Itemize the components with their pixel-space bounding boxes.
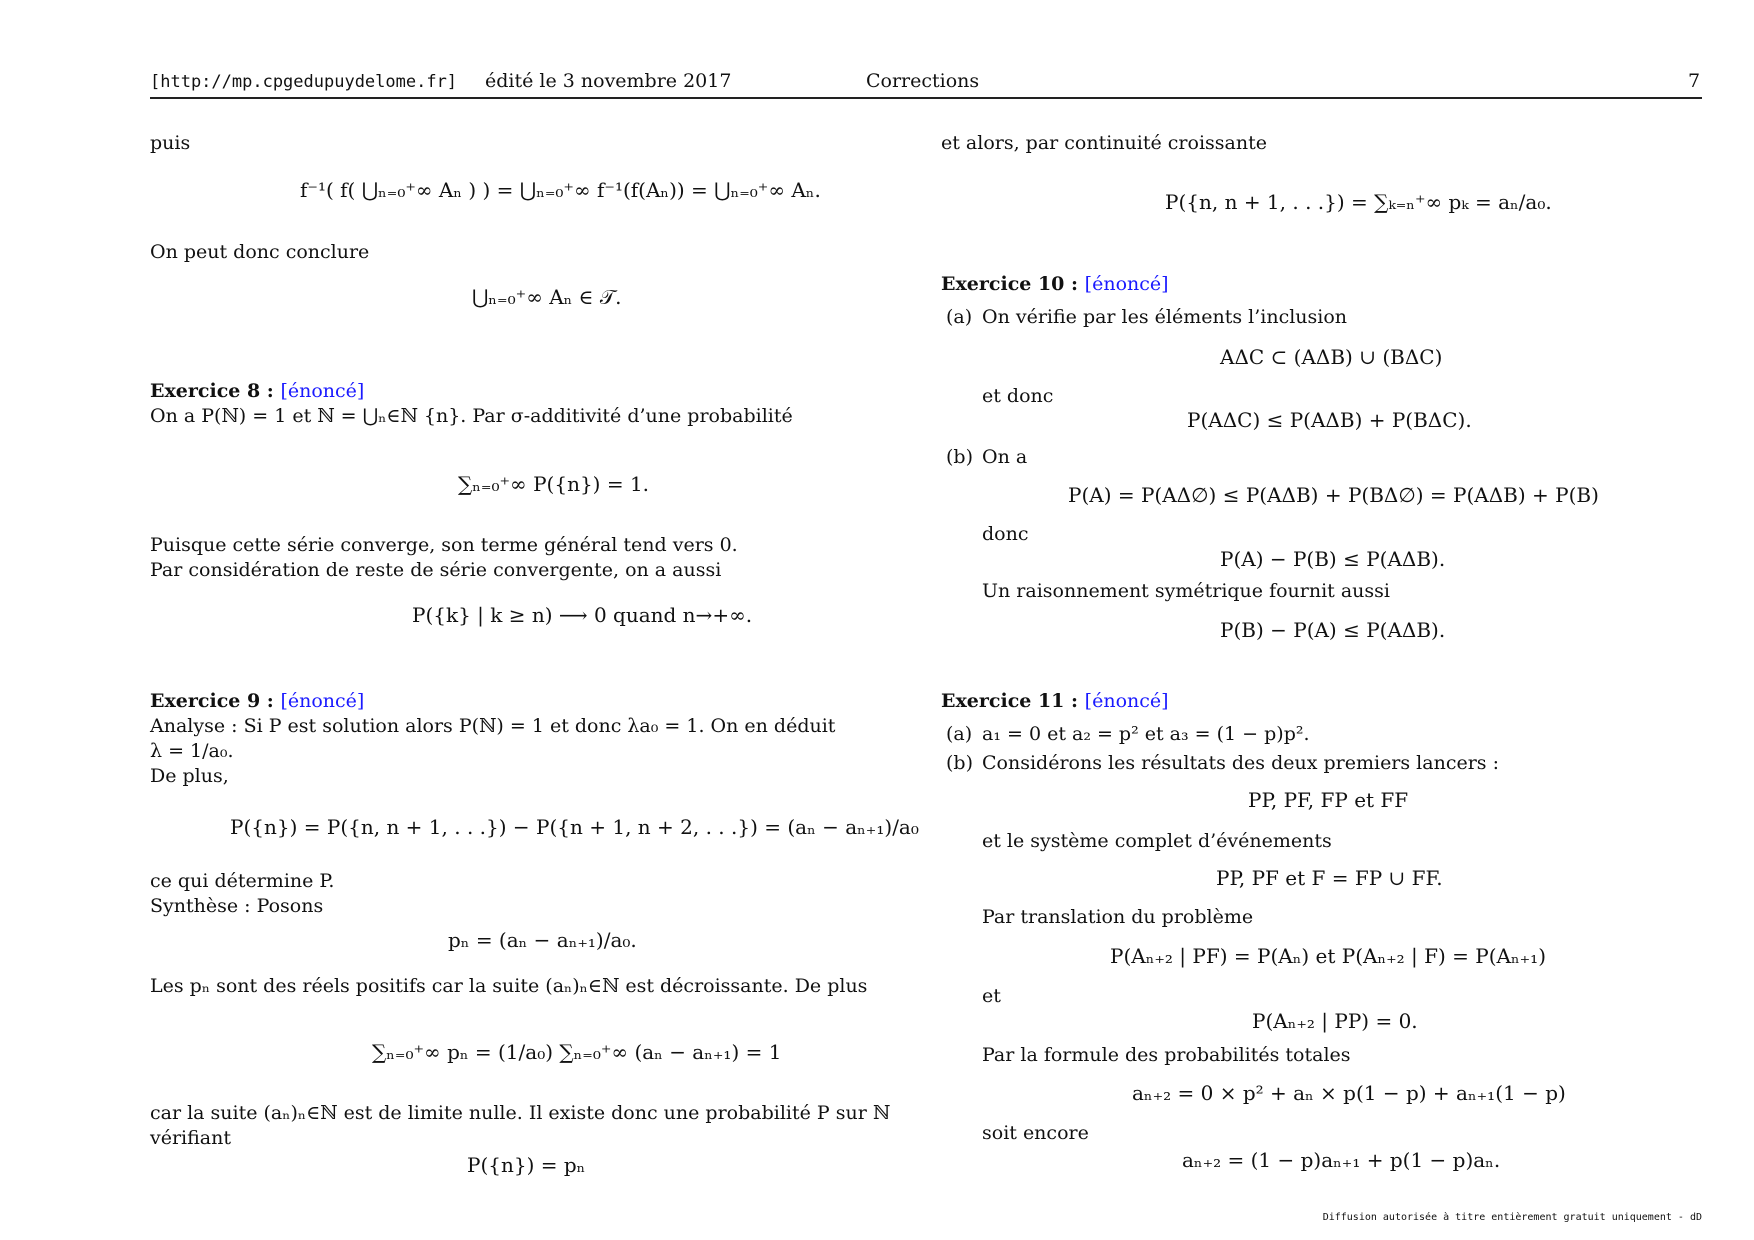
ex10-equation-1: AΔC ⊂ (AΔB) ∪ (BΔC) bbox=[1220, 345, 1443, 369]
ex8-equation-1: ∑ₙ₌₀⁺∞ P({n}) = 1. bbox=[458, 472, 650, 496]
ex11-label-b: (b) bbox=[946, 752, 973, 774]
header-url[interactable]: [http://mp.cpgedupuydelome.fr] bbox=[150, 72, 458, 92]
ex11-a-line-1: a₁ = 0 et a₂ = p² et a₃ = (1 − p)p². bbox=[982, 723, 1310, 745]
ex10-equation-3: P(A) = P(AΔ∅) ≤ P(AΔB) + P(BΔ∅) = P(AΔB) + P(B) bbox=[1068, 483, 1599, 507]
exercise-11-link[interactable]: [énoncé] bbox=[1084, 690, 1169, 712]
ex9-equation-4: P({n}) = pₙ bbox=[467, 1153, 586, 1177]
ex11-b-line-6: soit encore bbox=[982, 1122, 1089, 1144]
exercise-8-link[interactable]: [énoncé] bbox=[280, 380, 365, 402]
ex10-a-line-2: et donc bbox=[982, 385, 1054, 407]
ex11-label-a: (a) bbox=[946, 723, 973, 745]
ex8-equation-2: P({k} | k ≥ n) ⟶ 0 quand n→+∞. bbox=[412, 603, 753, 627]
ex9-line-3: De plus, bbox=[150, 765, 229, 787]
exercise-11-title: Exercice 11 : bbox=[941, 690, 1079, 712]
ex11-equation-4: P(Aₙ₊₂ | PP) = 0. bbox=[1252, 1009, 1418, 1033]
ex9-line-4: ce qui détermine P. bbox=[150, 870, 335, 892]
ex10-b-line-2: donc bbox=[982, 523, 1029, 545]
exercise-10-title: Exercice 10 : bbox=[941, 273, 1079, 295]
ex9-line-8: vérifiant bbox=[150, 1127, 232, 1149]
ex11-b-line-3: Par translation du problème bbox=[982, 906, 1254, 928]
ex10-b-line-1: On a bbox=[982, 446, 1028, 468]
ex8-line-1: On a P(ℕ) = 1 et ℕ = ⋃ₙ∈ℕ {n}. Par σ-additivité d’une probabilité bbox=[150, 405, 793, 427]
ex11-equation-3: P(Aₙ₊₂ | PF) = P(Aₙ) et P(Aₙ₊₂ | F) = P(Aₙ₊₁) bbox=[1110, 944, 1547, 968]
ex8-line-2: Puisque cette série converge, son terme général tend vers 0. bbox=[150, 534, 738, 556]
exercise-9-title: Exercice 9 : bbox=[150, 690, 274, 712]
ex9-equation-3: ∑ₙ₌₀⁺∞ pₙ = (1/a₀) ∑ₙ₌₀⁺∞ (aₙ − aₙ₊₁) = 1 bbox=[372, 1040, 782, 1064]
ex11-equation-5: aₙ₊₂ = 0 × p² + aₙ × p(1 − p) + aₙ₊₁(1 − p) bbox=[1132, 1081, 1566, 1105]
ex9-line-5: Synthèse : Posons bbox=[150, 895, 324, 917]
exercise-8-heading bbox=[150, 380, 364, 402]
ex9-equation-2: pₙ = (aₙ − aₙ₊₁)/a₀. bbox=[448, 928, 637, 952]
right-line-1: et alors, par continuité croissante bbox=[941, 132, 1267, 154]
exercise-11-heading bbox=[941, 690, 1169, 712]
ex11-b-line-2: et le système complet d’événements bbox=[982, 830, 1332, 852]
exercise-10-heading bbox=[941, 273, 1169, 295]
equation-1: f⁻¹( f( ⋃ₙ₌₀⁺∞ Aₙ ) ) = ⋃ₙ₌₀⁺∞ f⁻¹(f(Aₙ)) = ⋃ₙ₌₀⁺∞ Aₙ. bbox=[300, 178, 821, 202]
page-number: 7 bbox=[1688, 70, 1701, 92]
header-rule bbox=[150, 97, 1702, 99]
ex10-b-line-3: Un raisonnement symétrique fournit aussi bbox=[982, 580, 1390, 602]
text-conclude: On peut donc conclure bbox=[150, 241, 370, 263]
ex9-line-6: Les pₙ sont des réels positifs car la suite (aₙ)ₙ∈ℕ est décroissante. De plus bbox=[150, 975, 868, 997]
ex10-equation-5: P(B) − P(A) ≤ P(AΔB). bbox=[1220, 618, 1446, 642]
ex10-equation-2: P(AΔC) ≤ P(AΔB) + P(BΔC). bbox=[1187, 408, 1472, 432]
exercise-8-title: Exercice 8 : bbox=[150, 380, 274, 402]
footer-note: Diffusion autorisée à titre entièrement gratuit uniquement - dD bbox=[1322, 1212, 1702, 1223]
ex11-b-line-5: Par la formule des probabilités totales bbox=[982, 1044, 1351, 1066]
ex10-a-line-1: On vérifie par les éléments l’inclusion bbox=[982, 306, 1348, 328]
header-title: Corrections bbox=[866, 70, 980, 92]
ex9-line-1: Analyse : Si P est solution alors P(ℕ) = 1 et donc λa₀ = 1. On en déduit bbox=[150, 715, 836, 737]
ex9-line-2: λ = 1/a₀. bbox=[150, 740, 234, 762]
ex11-equation-6: aₙ₊₂ = (1 − p)aₙ₊₁ + p(1 − p)aₙ. bbox=[1182, 1148, 1501, 1172]
right-equation-1: P({n, n + 1, . . .}) = ∑ₖ₌ₙ⁺∞ pₖ = aₙ/a₀. bbox=[1165, 190, 1552, 214]
ex11-equation-1: PP, PF, FP et FF bbox=[1248, 788, 1409, 812]
ex11-equation-2: PP, PF et F = FP ∪ FF. bbox=[1216, 866, 1443, 890]
exercise-10-link[interactable]: [énoncé] bbox=[1084, 273, 1169, 295]
ex9-equation-1: P({n}) = P({n, n + 1, . . .}) − P({n + 1, n + 2, . . .}) = (aₙ − aₙ₊₁)/a₀ bbox=[230, 815, 919, 839]
equation-2: ⋃ₙ₌₀⁺∞ Aₙ ∈ 𝒯. bbox=[472, 285, 622, 309]
ex11-b-line-4: et bbox=[982, 985, 1001, 1007]
text-puis: puis bbox=[150, 132, 191, 154]
ex11-b-line-1: Considérons les résultats des deux premiers lancers : bbox=[982, 752, 1499, 774]
ex10-label-a: (a) bbox=[946, 306, 973, 328]
header-edited: édité le 3 novembre 2017 bbox=[485, 70, 732, 92]
exercise-9-link[interactable]: [énoncé] bbox=[280, 690, 365, 712]
ex9-line-7: car la suite (aₙ)ₙ∈ℕ est de limite nulle. Il existe donc une probabilité P sur ℕ bbox=[150, 1102, 891, 1124]
ex10-equation-4: P(A) − P(B) ≤ P(AΔB). bbox=[1220, 547, 1446, 571]
ex8-line-3: Par considération de reste de série convergente, on a aussi bbox=[150, 559, 722, 581]
ex10-label-b: (b) bbox=[946, 446, 973, 468]
exercise-9-heading bbox=[150, 690, 364, 712]
